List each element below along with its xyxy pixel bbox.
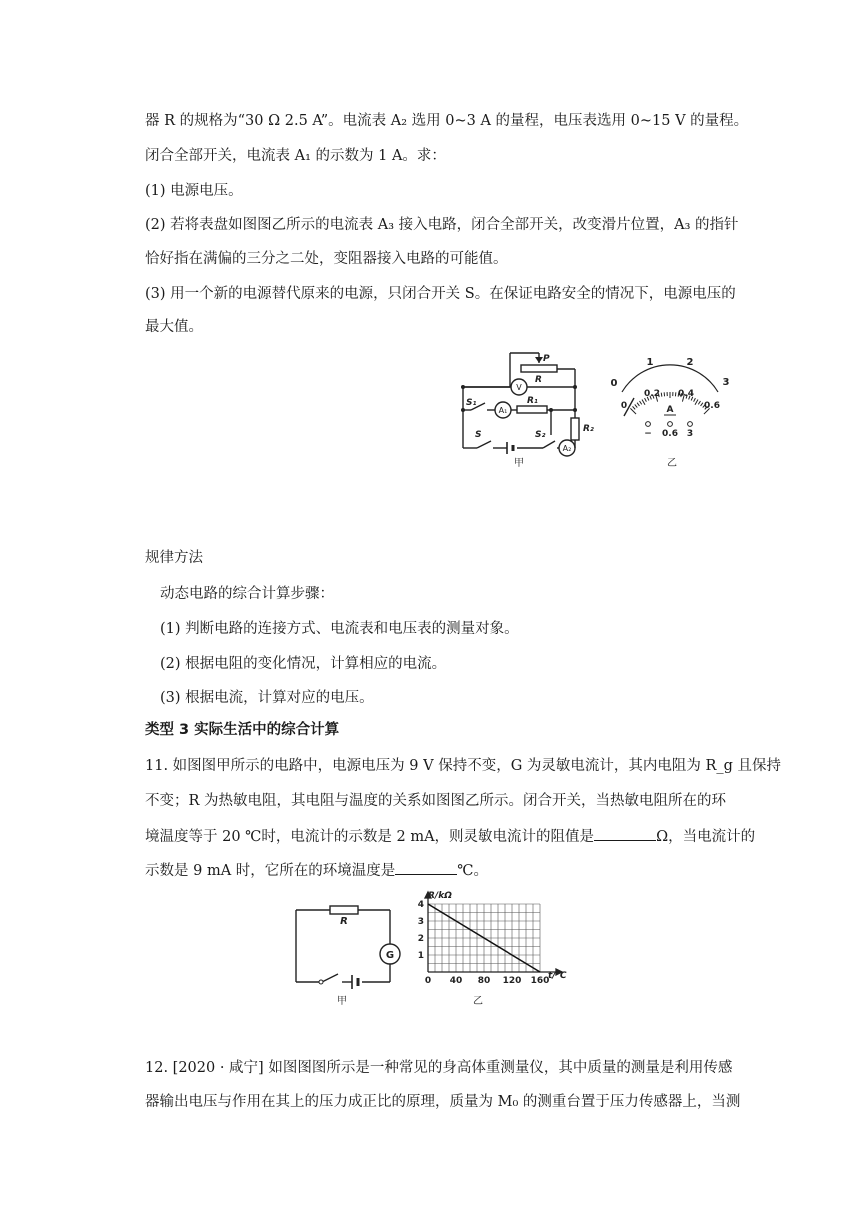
chart-x-tick-label: 0 — [424, 976, 432, 986]
q10-line-2: 闭合全部开关，电流表 A₁ 的示数为 1 A。求： — [145, 148, 446, 164]
q11-line-3-tail: Ω，当电流计的 — [656, 829, 756, 845]
dial-tick — [635, 404, 638, 407]
q11-line-3 — [145, 826, 755, 847]
chart-y-tick-label: 4 — [417, 900, 424, 910]
q10-line-7: 最大值。 — [145, 319, 203, 335]
ammeter-a2-label: A₂ — [562, 444, 572, 453]
method-intro: 动态电路的综合计算步骤： — [160, 586, 334, 602]
label-r1: R₁ — [527, 396, 538, 406]
dial-tick — [698, 401, 700, 404]
chart-x-tick-label: 80 — [477, 976, 491, 986]
q11-circuit-caption: 甲 — [337, 996, 347, 1007]
method-title: 规律方法 — [145, 550, 203, 566]
chart-x-tick-label: 120 — [502, 976, 522, 986]
q11-line-3-text: 境温度等于 20 ℃时，电流计的示数是 2 mA，则灵敏电流计的阻值是 — [145, 829, 595, 845]
dial-unit: A — [666, 405, 674, 415]
dial-bottom-label-04: 0.4 — [678, 389, 694, 399]
chart-x-tick-label: 40 — [449, 976, 463, 986]
q11-circuit-diagram — [290, 898, 410, 1010]
chart-y-tick-label: 1 — [417, 951, 424, 961]
dial-bottom-label-02: 0.2 — [644, 389, 660, 399]
q11-label-r: R — [340, 916, 348, 927]
dial-tick — [695, 400, 698, 405]
q11-line-4-text: 示数是 9 mA 时，它所在的环境温度是 — [145, 863, 396, 879]
ammeter-dial-diagram — [600, 352, 740, 470]
dial-top-label-0: 0 — [610, 378, 618, 389]
method-step-1: (1) 判断电路的连接方式、电流表和电压表的测量对象。 — [160, 621, 519, 637]
type3-heading: 类型 3 实际生活中的综合计算 — [145, 722, 340, 738]
chart-y-tick-label: 2 — [417, 934, 424, 944]
q10-line-6: (3) 用一个新的电源替代原来的电源，只闭合开关 S。在保证电路安全的情况下，电源电压的 — [145, 286, 736, 302]
dial-top-label-1: 1 — [646, 357, 654, 368]
galvanometer-label: G — [385, 950, 395, 961]
chart-x-axis-label: t/℃ — [548, 971, 567, 981]
q10-line-3: (1) 电源电压。 — [145, 183, 243, 199]
label-p: P — [543, 354, 550, 364]
dial-bottom-label-0: 0 — [620, 401, 628, 411]
terminal-3: 3 — [686, 429, 694, 439]
dial-tick — [633, 406, 636, 409]
q12-line-2: 器输出电压与作用在其上的压力成正比的原理，质量为 M₀ 的测重台置于压力传感器上，当测 — [145, 1094, 741, 1110]
chart-y-axis-label: R/kΩ — [428, 891, 452, 901]
voltmeter-label: V — [516, 383, 522, 392]
ammeter-a1-label: A₁ — [498, 406, 508, 415]
q12-line-1: 12. [2020 · 咸宁] 如图图图所示是一种常见的身高体重测量仪，其中质量的测量是利用传感 — [145, 1060, 733, 1076]
label-r2: R₂ — [583, 424, 594, 434]
dial-tick — [637, 403, 639, 406]
chart-y-tick-label: 3 — [417, 917, 424, 927]
dial-tick — [701, 403, 703, 406]
q10-line-4: (2) 若将表盘如图图乙所示的电流表 A₃ 接入电路，闭合全部开关，改变滑片位置，A₃ 的指针 — [145, 217, 739, 233]
q11-line-1: 11. 如图图甲所示的电路中，电源电压为 9 V 保持不变，G 为灵敏电流计，其内电阻为 R_g 且保持 — [145, 758, 782, 774]
chart-x-tick-label: 160 — [530, 976, 550, 986]
method-step-2: (2) 根据电阻的变化情况，计算相应的电流。 — [160, 656, 447, 672]
label-s1: S₁ — [466, 398, 477, 408]
q11-line-4 — [145, 860, 488, 881]
q10-circuit-caption: 甲 — [514, 458, 524, 469]
dial-tick — [661, 393, 662, 397]
terminal-0-6: 0.6 — [662, 429, 678, 439]
dial-top-label-2: 2 — [686, 357, 694, 368]
ammeter-dial-caption: 乙 — [667, 458, 677, 469]
resistance-temperature-chart — [412, 888, 592, 1010]
terminal-negative: − — [644, 429, 652, 439]
q10-line-1: 器 R 的规格为“30 Ω 2.5 A”。电流表 A₂ 选用 0~3 A 的量程，电压表选用 0~15 V 的量程。 — [145, 113, 749, 129]
dial-tick — [642, 400, 645, 405]
dial-bottom-label-06: 0.6 — [704, 401, 720, 411]
q11-line-2: 不变；R 为热敏电阻，其电阻与温度的关系如图图乙所示。闭合开关，当热敏电阻所在的环 — [145, 793, 727, 809]
q11-line-4-tail: ℃。 — [457, 863, 489, 879]
q11-graph-caption: 乙 — [473, 996, 483, 1007]
label-s: S — [475, 430, 482, 440]
q10-circuit-diagram — [455, 345, 605, 470]
q10-line-5: 恰好指在满偏的三分之二处，变阻器接入电路的可能值。 — [145, 251, 508, 267]
dial-top-label-3: 3 — [722, 377, 730, 388]
label-s2: S₂ — [535, 430, 546, 440]
label-r: R — [535, 375, 542, 385]
answer-blank-temperature[interactable] — [395, 860, 457, 875]
method-step-3: (3) 根据电流，计算对应的电压。 — [160, 690, 374, 706]
dial-tick — [640, 401, 642, 404]
answer-blank-resistance[interactable] — [594, 826, 656, 841]
